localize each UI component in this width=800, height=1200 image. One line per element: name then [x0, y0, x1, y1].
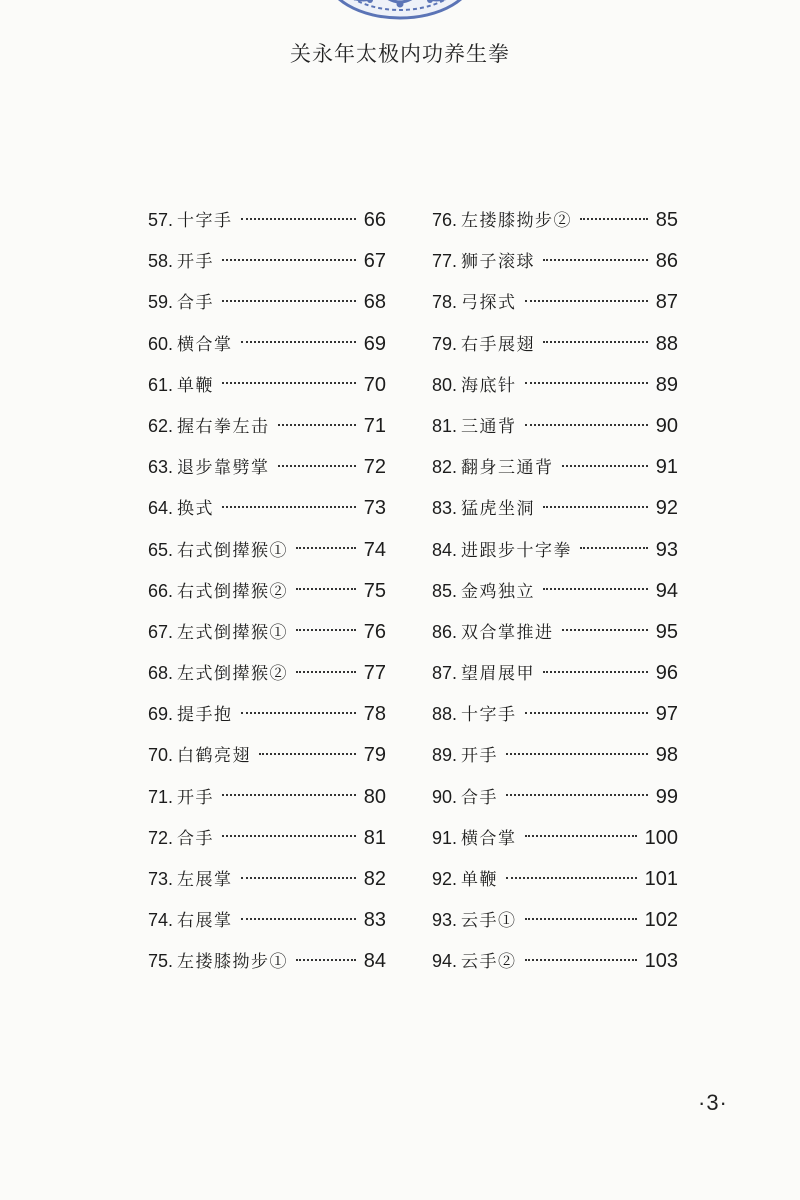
- toc-entry-page: 95: [655, 620, 678, 643]
- toc-entry-page: 89: [655, 373, 678, 396]
- toc-entry-number: 84.: [432, 539, 458, 560]
- toc-entry-page: 67: [363, 250, 386, 273]
- toc-entry-title: 猛虎坐洞: [461, 499, 536, 520]
- toc-entry-page: 81: [363, 826, 386, 849]
- toc-entry: [148, 818, 386, 859]
- toc-entry-number: 64.: [148, 498, 174, 519]
- toc-entry-page: 74: [363, 538, 386, 561]
- toc-entry-page: 94: [655, 579, 678, 602]
- toc-entry-title: 单鞭: [461, 870, 499, 890]
- toc-entry: [432, 406, 678, 447]
- toc-entry-number: 68.: [148, 663, 174, 684]
- toc-entry-title: 合手: [177, 293, 215, 314]
- toc-entry-title: 换式: [177, 499, 215, 520]
- table-of-contents: [148, 200, 678, 990]
- toc-entry-number: 81.: [432, 415, 458, 436]
- toc-entry-page: 91: [655, 456, 678, 479]
- toc-entry: [432, 694, 678, 735]
- toc-entry-title: 左搂膝拗步①: [177, 952, 289, 973]
- toc-entry-title: 合手: [461, 787, 499, 808]
- toc-entry: [432, 365, 678, 406]
- toc-entry: [432, 324, 678, 365]
- toc-entry-page: 71: [363, 414, 386, 437]
- toc-entry: [432, 859, 678, 900]
- toc-entry-number: 94.: [432, 951, 458, 972]
- dot-leader: [241, 712, 356, 714]
- toc-entry: [432, 447, 678, 488]
- toc-entry-page: 85: [655, 209, 678, 231]
- toc-entry-title: 十字手: [177, 211, 233, 231]
- toc-entry-page: 103: [644, 950, 678, 973]
- toc-entry: [432, 612, 678, 653]
- toc-entry: [432, 571, 678, 612]
- toc-entry: [432, 488, 678, 529]
- toc-entry-page: 92: [655, 497, 678, 520]
- toc-entry-page: 86: [655, 250, 678, 273]
- page-number: ·3·: [698, 1090, 728, 1115]
- dot-leader: [580, 218, 648, 220]
- toc-entry-title: 提手抱: [177, 705, 233, 726]
- toc-entry: [432, 818, 678, 859]
- toc-entry: [432, 530, 678, 571]
- toc-entry-page: 97: [655, 703, 678, 726]
- toc-entry-number: 62.: [148, 415, 174, 436]
- dot-leader: [543, 671, 648, 673]
- dot-leader: [506, 877, 637, 879]
- dot-leader: [222, 506, 356, 508]
- toc-entry-page: 102: [644, 909, 678, 932]
- toc-entry: [432, 777, 678, 818]
- toc-entry-page: 75: [363, 579, 386, 602]
- dot-leader: [562, 465, 648, 467]
- toc-entry-title: 右手展翅: [461, 334, 536, 355]
- toc-entry-number: 93.: [432, 910, 458, 931]
- toc-entry: [432, 241, 678, 282]
- toc-entry-title: 握右拳左击: [177, 416, 270, 437]
- toc-entry-page: 77: [363, 662, 386, 685]
- toc-entry-page: 84: [363, 950, 386, 973]
- dot-leader: [278, 424, 356, 426]
- header-ornament: [324, 0, 476, 20]
- dot-leader: [296, 629, 356, 631]
- toc-entry-number: 80.: [432, 374, 458, 395]
- toc-entry-number: 61.: [148, 374, 174, 395]
- toc-entry-title: 白鹤亮翅: [177, 746, 252, 767]
- toc-entry-title: 十字手: [461, 705, 517, 726]
- toc-entry-page: 100: [644, 826, 678, 849]
- dot-leader: [241, 218, 356, 220]
- toc-entry: [148, 241, 386, 282]
- toc-entry: [148, 694, 386, 735]
- dot-leader: [506, 794, 648, 796]
- dot-leader: [580, 547, 648, 549]
- toc-entry-number: 86.: [432, 621, 458, 642]
- toc-entry-title: 开手: [461, 746, 499, 767]
- toc-entry-page: 90: [655, 414, 678, 437]
- toc-entry: [148, 735, 386, 776]
- toc-entry-number: 63.: [148, 457, 174, 478]
- toc-entry-title: 左式倒撵猴②: [177, 664, 289, 685]
- toc-entry-number: 60.: [148, 333, 174, 354]
- toc-entry-title: 开手: [177, 787, 215, 808]
- dot-leader: [525, 712, 648, 714]
- toc-entry-title: 三通背: [461, 416, 517, 437]
- dot-leader: [506, 753, 648, 755]
- toc-entry: [148, 941, 386, 982]
- toc-entry: [148, 859, 386, 900]
- toc-entry-number: 66.: [148, 580, 174, 601]
- toc-entry: [148, 200, 386, 241]
- dot-leader: [241, 341, 356, 343]
- dot-leader: [296, 588, 356, 590]
- dot-leader: [296, 671, 356, 673]
- toc-entry-title: 退步靠劈掌: [177, 458, 270, 479]
- toc-entry-number: 74.: [148, 910, 174, 931]
- toc-entry: [148, 324, 386, 365]
- toc-entry-page: 73: [363, 497, 386, 520]
- toc-entry-page: 93: [655, 538, 678, 561]
- toc-entry-page: 66: [363, 209, 386, 231]
- toc-entry: [148, 777, 386, 818]
- toc-entry-number: 69.: [148, 704, 174, 725]
- toc-entry-title: 海底针: [461, 375, 517, 396]
- dot-leader: [562, 629, 648, 631]
- toc-entry-title: 狮子滚球: [461, 252, 536, 273]
- toc-entry: [148, 612, 386, 653]
- toc-entry: [148, 653, 386, 694]
- toc-entry-number: 83.: [432, 498, 458, 519]
- toc-entry-number: 89.: [432, 745, 458, 766]
- toc-entry-page: 83: [363, 909, 386, 932]
- toc-entry-number: 72.: [148, 827, 174, 848]
- toc-entry-number: 85.: [432, 580, 458, 601]
- toc-entry: [148, 406, 386, 447]
- toc-column-right: [432, 200, 678, 983]
- toc-entry-number: 73.: [148, 869, 174, 889]
- dot-leader: [222, 300, 356, 302]
- toc-entry-title: 单鞭: [177, 375, 215, 396]
- toc-entry-number: 75.: [148, 951, 174, 972]
- toc-entry-page: 80: [363, 785, 386, 808]
- toc-entry: [432, 900, 678, 941]
- toc-entry-page: 78: [363, 703, 386, 726]
- toc-entry-page: 70: [363, 373, 386, 396]
- toc-entry-number: 79.: [432, 333, 458, 354]
- toc-entry: [148, 530, 386, 571]
- toc-entry-number: 58.: [148, 251, 174, 272]
- toc-entry-title: 云手①: [461, 911, 517, 932]
- dot-leader: [241, 918, 356, 920]
- toc-entry-number: 59.: [148, 292, 174, 313]
- dot-leader: [525, 918, 637, 920]
- toc-entry-number: 92.: [432, 869, 458, 889]
- toc-entry-title: 云手②: [461, 952, 517, 973]
- toc-entry-page: 76: [363, 620, 386, 643]
- dot-leader: [278, 465, 356, 467]
- dot-leader: [222, 382, 356, 384]
- book-title-header: 关永年太极内功养生拳: [290, 42, 510, 66]
- toc-entry-page: 96: [655, 662, 678, 685]
- toc-entry-page: 98: [655, 744, 678, 767]
- dot-leader: [241, 877, 356, 879]
- toc-entry-title: 双合掌推进: [461, 622, 554, 643]
- toc-entry-title: 进跟步十字拳: [461, 540, 573, 561]
- toc-entry-title: 右式倒撵猴①: [177, 540, 289, 561]
- dot-leader: [543, 588, 648, 590]
- toc-entry-title: 横合掌: [177, 334, 233, 355]
- toc-entry-title: 右式倒撵猴②: [177, 581, 289, 602]
- toc-entry-number: 70.: [148, 745, 174, 766]
- toc-entry-page: 79: [363, 744, 386, 767]
- toc-entry: [148, 282, 386, 323]
- toc-entry-title: 弓探式: [461, 293, 517, 314]
- toc-entry-page: 68: [363, 291, 386, 314]
- toc-entry-number: 77.: [432, 251, 458, 272]
- toc-entry-number: 78.: [432, 292, 458, 313]
- toc-entry-page: 72: [363, 456, 386, 479]
- dot-leader: [525, 959, 637, 961]
- toc-entry: [432, 282, 678, 323]
- toc-entry: [432, 200, 678, 241]
- toc-entry-title: 开手: [177, 252, 215, 273]
- dot-leader: [222, 259, 356, 261]
- dot-leader: [543, 259, 648, 261]
- toc-entry-title: 翻身三通背: [461, 458, 554, 479]
- dot-leader: [525, 382, 648, 384]
- toc-entry-number: 82.: [432, 457, 458, 478]
- toc-entry-number: 87.: [432, 663, 458, 684]
- dot-leader: [525, 424, 648, 426]
- toc-entry-number: 67.: [148, 621, 174, 642]
- toc-entry: [148, 900, 386, 941]
- toc-entry-title: 左式倒撵猴①: [177, 622, 289, 643]
- toc-entry: [432, 653, 678, 694]
- toc-entry-title: 望眉展甲: [461, 664, 536, 685]
- toc-entry: [432, 941, 678, 982]
- toc-entry-number: 65.: [148, 539, 174, 560]
- toc-entry: [148, 571, 386, 612]
- dot-leader: [296, 547, 356, 549]
- toc-entry-page: 101: [644, 868, 678, 890]
- toc-entry-page: 87: [655, 291, 678, 314]
- toc-entry-page: 82: [363, 868, 386, 890]
- dot-leader: [296, 959, 356, 961]
- toc-entry-number: 91.: [432, 827, 458, 848]
- toc-entry-title: 金鸡独立: [461, 581, 536, 602]
- toc-entry-title: 左搂膝拗步②: [461, 211, 573, 231]
- toc-entry-number: 57.: [148, 210, 174, 230]
- toc-column-left: [148, 200, 386, 983]
- toc-entry: [148, 447, 386, 488]
- toc-entry-number: 71.: [148, 786, 174, 807]
- dot-leader: [525, 300, 648, 302]
- toc-entry-number: 76.: [432, 210, 458, 230]
- toc-entry: [148, 365, 386, 406]
- toc-entry-title: 横合掌: [461, 828, 517, 849]
- dot-leader: [543, 506, 648, 508]
- toc-entry: [148, 488, 386, 529]
- toc-entry: [432, 735, 678, 776]
- dot-leader: [543, 341, 648, 343]
- toc-entry-page: 99: [655, 785, 678, 808]
- toc-entry-page: 88: [655, 332, 678, 355]
- dot-leader: [222, 835, 356, 837]
- toc-entry-title: 右展掌: [177, 911, 233, 932]
- toc-entry-page: 69: [363, 332, 386, 355]
- dot-leader: [259, 753, 356, 755]
- toc-entry-number: 88.: [432, 704, 458, 725]
- toc-entry-title: 合手: [177, 828, 215, 849]
- dot-leader: [222, 794, 356, 796]
- dot-leader: [525, 835, 637, 837]
- toc-entry-title: 左展掌: [177, 870, 233, 890]
- toc-entry-number: 90.: [432, 786, 458, 807]
